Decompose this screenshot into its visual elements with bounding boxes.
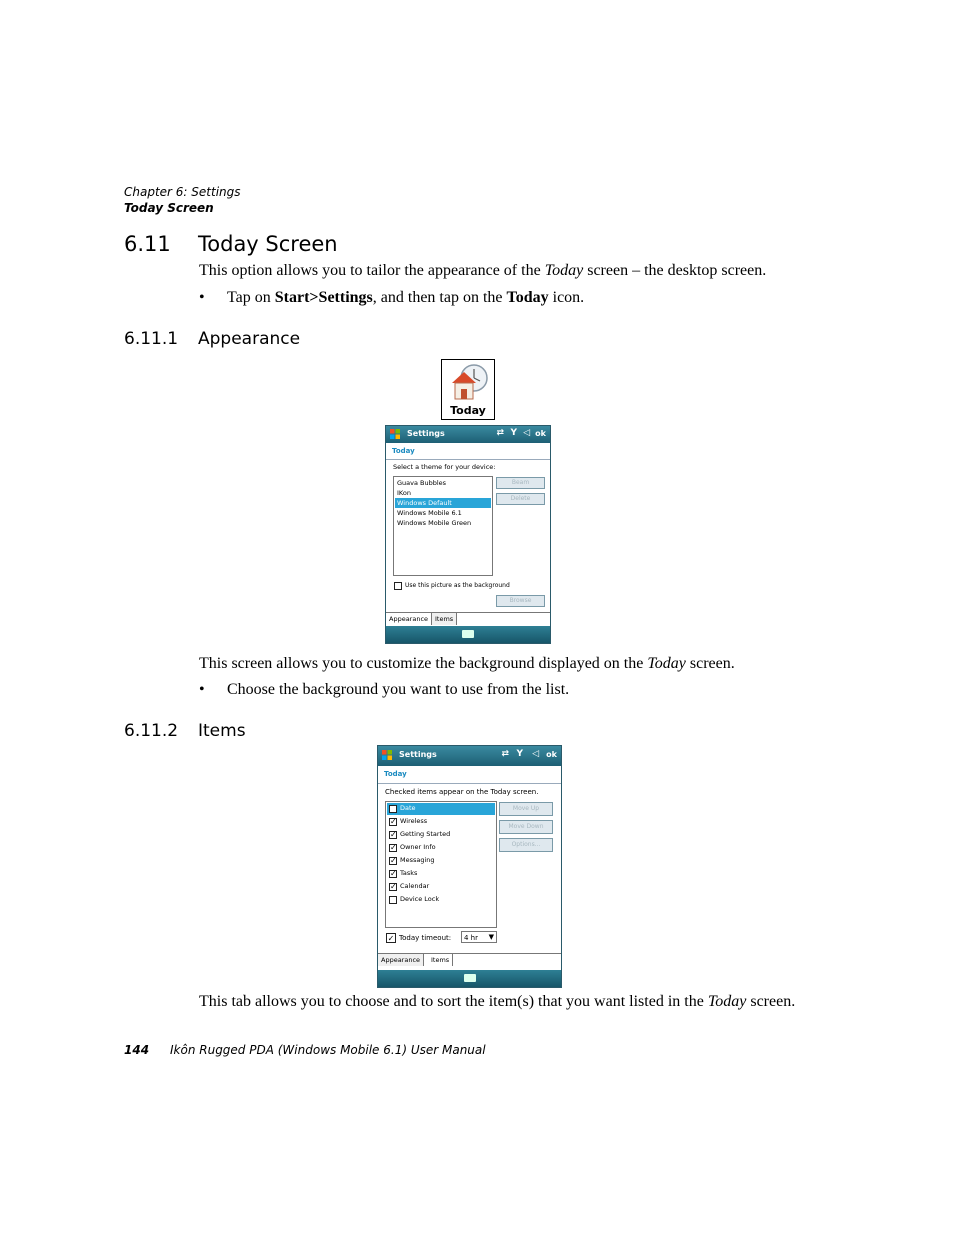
items-screenshot [377, 745, 562, 988]
beam-button[interactable]: Beam [496, 477, 545, 489]
bullet-text-2: , and then tap on the [372, 289, 507, 306]
check-icon[interactable]: ✓ [390, 856, 397, 865]
signal-icon[interactable]: Y [516, 749, 523, 759]
unchecked-box-icon[interactable] [389, 896, 397, 904]
move-up-button[interactable]: Move Up [499, 802, 553, 816]
divider [378, 783, 561, 784]
bullet-text-1: Tap on [227, 289, 275, 306]
today-subheader: Today [384, 770, 407, 778]
appearance-text-italic: Today [647, 655, 686, 672]
use-picture-checkbox[interactable] [394, 582, 402, 590]
tab-appearance[interactable]: Appearance [386, 613, 432, 625]
bullet-choose-background [199, 681, 569, 699]
keyboard-icon[interactable] [464, 974, 476, 982]
keyboard-icon[interactable] [462, 630, 474, 638]
tab-strip [386, 612, 550, 626]
timeout-value: 4 hr [464, 934, 478, 942]
section-title: Today Screen [198, 232, 338, 256]
running-header-section: Today Screen [124, 201, 214, 215]
item-label: Date [400, 804, 416, 812]
subsection-heading-items [124, 721, 246, 741]
section-number: 6.11 [124, 232, 171, 256]
item-messaging[interactable] [387, 855, 495, 867]
signal-icon[interactable]: Y [510, 428, 517, 438]
theme-item[interactable]: Guava Bubbles [397, 479, 447, 487]
subsection-number: 6.11.1 [124, 329, 179, 349]
today-house-clock-icon [442, 361, 494, 403]
options-button[interactable]: Options... [499, 838, 553, 852]
items-text-italic: Today [707, 993, 747, 1010]
check-icon[interactable]: ✓ [390, 869, 397, 878]
item-tasks[interactable] [387, 868, 495, 880]
theme-item[interactable]: Windows Mobile 6.1 [397, 509, 462, 517]
item-label: Wireless [400, 817, 428, 825]
timeout-checkbox[interactable]: ✓ [387, 934, 395, 943]
bullet-bold-2: Today [506, 289, 549, 306]
subsection-number: 6.11.2 [124, 721, 179, 741]
bullet-bold-1: Start>Settings [274, 289, 373, 306]
divider [386, 459, 550, 460]
bullet-dot: • [199, 289, 205, 306]
appearance-text-2: screen. [685, 655, 735, 672]
theme-prompt: Select a theme for your device: [393, 463, 496, 471]
intro-text-1: This option allows you to tailor the appearance of the [199, 262, 545, 279]
item-label: Tasks [400, 869, 418, 877]
timeout-label: Today timeout: [399, 934, 452, 942]
intro-text-2: screen – the desktop screen. [583, 262, 767, 279]
item-label: Owner Info [400, 843, 436, 851]
item-label: Calendar [400, 882, 430, 890]
ok-button[interactable]: ok [535, 429, 546, 438]
title-bar [386, 426, 550, 443]
item-owner-info[interactable] [387, 842, 495, 854]
today-icon-label: Today [450, 404, 486, 417]
today-icon-figure [441, 359, 495, 420]
tab-strip [378, 953, 561, 967]
item-label: Device Lock [400, 895, 440, 903]
section-heading [124, 232, 338, 256]
item-calendar[interactable] [387, 881, 495, 893]
running-header-chapter: Chapter 6: Settings [124, 185, 241, 199]
appearance-text-1: This screen allows you to customize the background displayed on the [199, 655, 648, 672]
check-icon[interactable]: ✓ [390, 804, 397, 813]
timeout-dropdown[interactable] [461, 931, 497, 943]
delete-button[interactable]: Delete [496, 493, 545, 505]
connectivity-icon[interactable]: ⇄ [496, 428, 504, 438]
page-number: 144 [124, 1043, 150, 1057]
check-icon[interactable]: ✓ [390, 882, 397, 891]
volume-icon[interactable]: ◁ [523, 428, 530, 438]
items-paragraph [199, 993, 795, 1011]
browse-button[interactable]: Browse [496, 595, 545, 607]
connectivity-icon[interactable]: ⇄ [501, 749, 509, 759]
items-text-2: screen. [746, 993, 796, 1010]
bullet-text: Choose the background you want to use from the list. [227, 681, 570, 698]
theme-list[interactable] [393, 476, 493, 576]
move-down-button[interactable]: Move Down [499, 820, 553, 834]
soft-key-bar [378, 970, 561, 987]
bullet-start-settings [199, 289, 584, 307]
tab-items[interactable]: Items [428, 954, 453, 966]
item-date[interactable] [387, 803, 495, 815]
volume-icon[interactable]: ◁ [532, 749, 539, 759]
item-label: Messaging [400, 856, 435, 864]
item-label: Getting Started [400, 830, 451, 838]
subsection-heading-appearance [124, 329, 300, 349]
bullet-dot: • [199, 681, 205, 698]
intro-text-italic: Today [544, 262, 584, 279]
check-icon[interactable]: ✓ [390, 817, 397, 826]
theme-item-selected[interactable]: Windows Default [395, 498, 491, 508]
windows-start-icon[interactable] [389, 428, 401, 440]
appearance-paragraph [199, 655, 735, 673]
subsection-title: Items [198, 721, 246, 741]
subsection-title: Appearance [198, 329, 301, 349]
items-list[interactable] [385, 801, 497, 928]
item-getting-started[interactable] [387, 829, 495, 841]
ok-button[interactable]: ok [546, 750, 557, 759]
appearance-screenshot [385, 425, 551, 644]
tab-items[interactable]: Items [431, 613, 457, 625]
soft-key-bar [386, 626, 550, 643]
intro-paragraph [199, 262, 766, 280]
items-prompt: Checked items appear on the Today screen. [385, 788, 539, 796]
item-device-lock[interactable] [387, 894, 495, 906]
use-picture-label: Use this picture as the background [405, 582, 510, 589]
window-title: Settings [407, 429, 445, 438]
check-icon[interactable]: ✓ [390, 843, 397, 852]
dropdown-arrow-icon[interactable]: ▼ [488, 933, 494, 941]
bullet-text-3: icon. [548, 289, 585, 306]
theme-item[interactable]: IKon [397, 489, 411, 497]
tab-appearance[interactable]: Appearance [378, 954, 424, 966]
today-subheader: Today [392, 447, 415, 455]
items-text-1: This tab allows you to choose and to sort the item(s) that you want listed in the [199, 993, 708, 1010]
check-icon[interactable]: ✓ [390, 830, 397, 839]
theme-item[interactable]: Windows Mobile Green [397, 519, 472, 527]
item-wireless[interactable] [387, 816, 495, 828]
window-title: Settings [399, 750, 437, 759]
manual-title: Ikôn Rugged PDA (Windows Mobile 6.1) User Manual [170, 1043, 486, 1057]
windows-start-icon[interactable] [381, 749, 393, 761]
title-bar [378, 746, 561, 766]
